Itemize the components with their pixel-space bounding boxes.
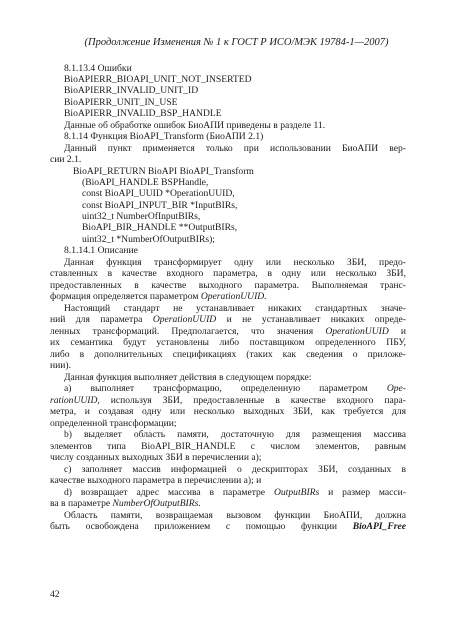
- text-line: ставленных в качестве входного параметра, в одну или несколько ЗБИ,: [50, 268, 406, 279]
- text-line: Данные об обработке ошибок БиоАПИ приведены в разделе 11.: [64, 120, 326, 131]
- text-line: метра, и создавая одну или несколько выходных ЗБИ, как требуется для: [50, 406, 406, 417]
- text-line: ний для параметра OperationUUID и не устанавливает никаких опреде-: [50, 314, 406, 325]
- text-line: const BioAPI_UUID *OperationUUID,: [82, 188, 235, 199]
- text-line: определенной трансформации;: [50, 418, 177, 429]
- text-line: BioAPIERR_INVALID_BSP_HANDLE: [64, 108, 222, 119]
- text-line: uint32_t NumberOfInputBIRs,: [82, 211, 201, 222]
- text-line: 8.1.14 Функция BioAPI_Transform (БиоАПИ 2.1): [64, 131, 264, 142]
- text-line: элементов типа BioAPI_BIR_HANDLE с числом элементов, равным: [50, 441, 406, 452]
- text-line: rationUUID, используя ЗБИ, предоставленные в качестве входного пара-: [50, 395, 406, 406]
- text-line: а) выполняет трансформацию, определенную параметром Ope-: [64, 383, 406, 394]
- text-line: их семантика будут установлены либо поставщиком определенного ПБУ,: [50, 337, 406, 348]
- text-line: (BioAPI_HANDLE BSPHandle,: [82, 177, 209, 188]
- text-line: BioAPI_RETURN BioAPI BioAPI_Transform: [73, 166, 254, 177]
- text-line: предоставленных в качестве выходного параметра. Выполняемая транс-: [50, 280, 406, 291]
- text-line: 8.1.13.4 Ошибки: [64, 63, 132, 74]
- text-line: формация определяется параметром OperationUUID.: [50, 291, 267, 302]
- text-line: ленных трансформаций. Предполагается, что значения OperationUUID и: [50, 326, 406, 337]
- text-line: ва в параметре NumberOfOutputBIRs.: [50, 498, 201, 509]
- text-line: BioAPI_BIR_HANDLE **OutputBIRs,: [82, 222, 238, 233]
- text-line: BioAPIERR_BIOAPI_UNIT_NOT_INSERTED: [64, 74, 252, 85]
- running-header: (Продолжение Изменения № 1 к ГОСТ Р ИСО/МЭК 19784-1—2007): [84, 37, 389, 48]
- text-line: Область памяти, возвращаемая вызовом функции БиоАПИ, должна: [64, 510, 406, 521]
- text-line: b) выделяет область памяти, достаточную для размещения массива: [64, 429, 406, 440]
- text-line: BioAPIERR_INVALID_UNIT_ID: [64, 85, 199, 96]
- text-line: нии).: [50, 360, 71, 371]
- page-number: 42: [50, 589, 60, 600]
- text-line: const BioAPI_INPUT_BIR *InputBIRs,: [82, 200, 238, 211]
- text-line: uint32_t *NumberOfOutputBIRs);: [82, 234, 215, 245]
- text-line: Данная функция трансформирует одну или несколько ЗБИ, предо-: [64, 257, 406, 268]
- text-line: либо в дополнительных спецификациях (таких как сведения о приложе-: [50, 349, 406, 360]
- text-line: быть освобождена приложением с помощью функции BioAPI_Free: [50, 521, 406, 532]
- text-line: числу созданных выходных ЗБИ в перечислении a);: [50, 452, 262, 463]
- text-line: 8.1.14.1 Описание: [64, 245, 138, 256]
- text-line: d) возвращает адрес массива в параметре OutputBIRs и размер масси-: [64, 487, 406, 498]
- text-line: Данный пункт применяется только при использовании БиоАПИ вер-: [64, 143, 406, 154]
- text-line: качестве выходного параметра в перечислении a); и: [50, 475, 262, 486]
- text-line: c) заполняет массив информацией о дескрипторах ЗБИ, созданных в: [64, 464, 406, 475]
- text-line: Настоящий стандарт не устанавливает никаких стандартных значе-: [64, 303, 406, 314]
- text-line: сии 2.1.: [50, 154, 82, 165]
- text-line: Данная функция выполняет действия в следующем порядке:: [64, 372, 312, 383]
- text-line: BioAPIERR_UNIT_IN_USE: [64, 97, 178, 108]
